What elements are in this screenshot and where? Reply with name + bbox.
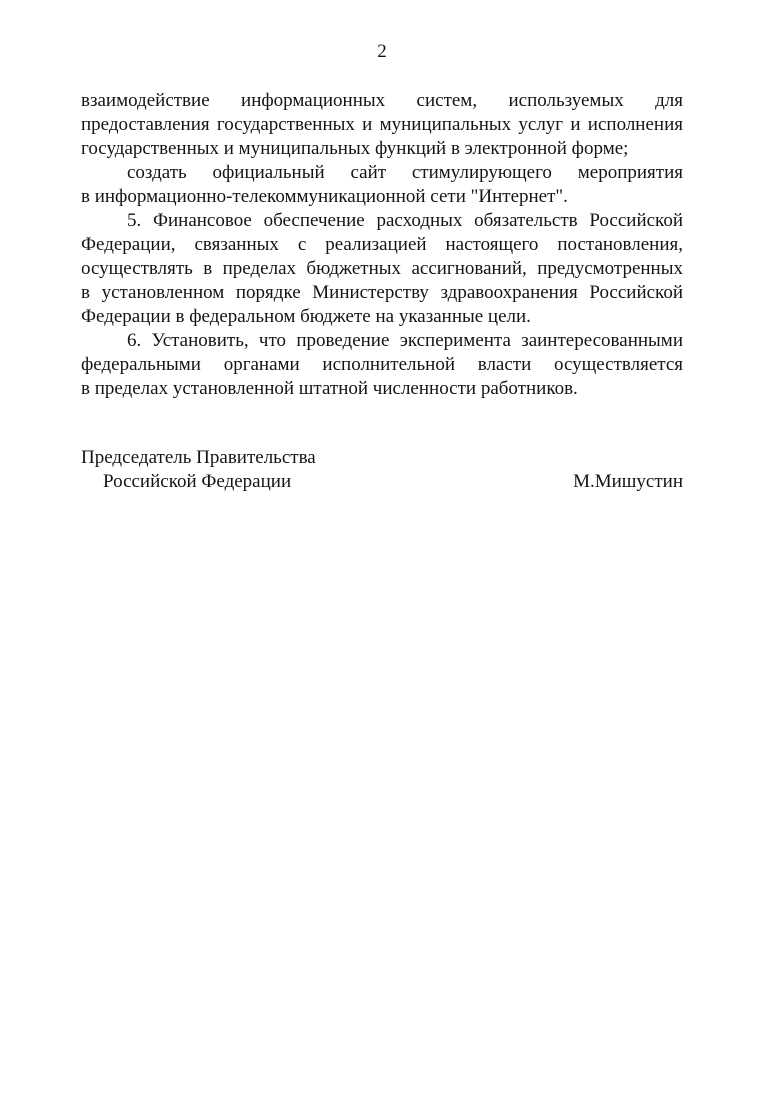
paragraph-line: в информационно-телекоммуникационной сети "Интернет".	[81, 186, 568, 207]
paragraph-line: создать официальный сайт стимулирующего мероприятия	[127, 162, 683, 183]
paragraph-line: федеральными органами исполнительной власти осуществляется	[81, 354, 683, 375]
paragraph-line: Федерации в федеральном бюджете на указанные цели.	[81, 306, 531, 327]
paragraph-line: Федерации, связанных с реализацией настоящего постановления,	[81, 234, 683, 255]
document-body	[81, 89, 683, 401]
page-number: 2	[377, 41, 387, 62]
signature-title-line2: Российской Федерации	[103, 471, 292, 492]
paragraph-line: предоставления государственных и муниципальных услуг и исполнения	[81, 114, 683, 135]
paragraph-line: осуществлять в пределах бюджетных ассигнований, предусмотренных	[81, 258, 683, 279]
signature-block	[81, 446, 683, 494]
paragraph	[81, 161, 683, 209]
paragraph-line: государственных и муниципальных функций в электронной форме;	[81, 138, 629, 159]
paragraph-line: взаимодействие информационных систем, используемых для	[81, 90, 683, 111]
signature-name: М.Мишустин	[573, 471, 683, 492]
paragraph-line: 6. Установить, что проведение эксперимента заинтересованными	[127, 330, 683, 351]
paragraph-line: в пределах установленной штатной численности работников.	[81, 378, 578, 399]
paragraph-line: в установленном порядке Министерству здравоохранения Российской	[81, 282, 683, 303]
paragraph	[81, 89, 683, 161]
paragraph	[81, 329, 683, 401]
paragraph	[81, 209, 683, 329]
signature-row	[81, 470, 683, 494]
signature-title-line1: Председатель Правительства	[81, 447, 316, 468]
paragraph-line: 5. Финансовое обеспечение расходных обязательств Российской	[127, 210, 683, 231]
